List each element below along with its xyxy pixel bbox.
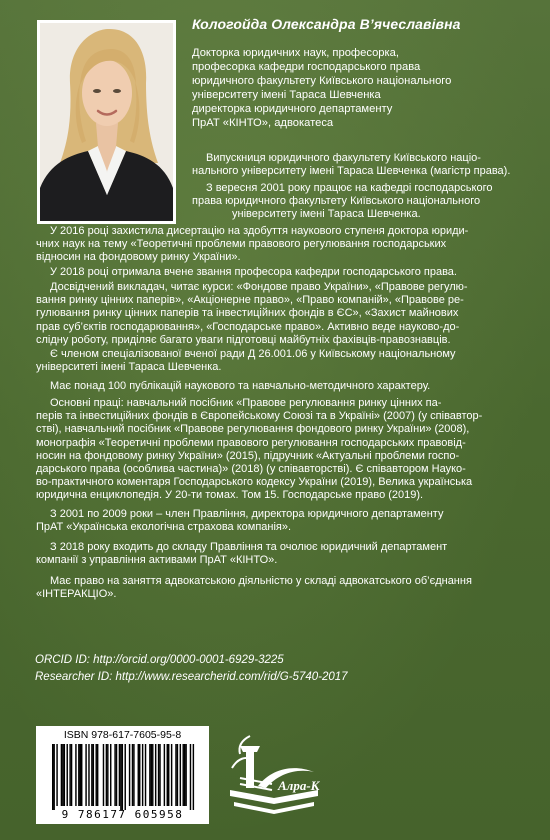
author-title-line: ПрАТ «КІНТО», адвокатеса [192,117,334,129]
bio-line: права юридичного факультету Київського національного [192,195,481,208]
bio-line: Має понад 100 публікацій наукового та навчально-методичного характеру. [50,380,431,392]
bio-line: У 2016 році захистила дисертацію на здобуття наукового ступеня доктора юриди- [50,225,469,237]
bio-line: Має право на заняття адвокатською діяльністю у складі адвокатського об’єднання [50,575,472,587]
bio-line: університету імені Тараса Шевченка. [232,208,421,221]
barcode-bar [168,744,169,806]
isbn-barcode [36,726,209,824]
barcode-bar [103,744,104,806]
barcode-bar [125,744,126,810]
bio-paragraph-works [36,397,526,503]
bio-line: Випускниця юридичного факультету Київського націо- [206,152,481,164]
bio-line: чних наук на тему «Теоретичні проблеми правового регулювання господарських [36,238,447,251]
bio-line: стві), навчальний посібник «Правове регулювання фондового ринку України» (2008), [36,423,470,436]
author-title-line: Докторка юридичних наук, професорка, [192,47,399,59]
barcode-bar [149,744,150,806]
barcode-bar [183,744,184,806]
barcode-bar [177,744,178,806]
bio-paragraph-courses [36,281,526,347]
bio-line: У 2018 році отримала вчене звання професора кафедри господарського права. [50,266,457,278]
bio-paragraph-board-2018 [36,541,526,567]
bio-line: гулювання ринку цінних паперів та інвестиційних фондів в ЄС», «Захист майнових [36,307,459,320]
bio-line: перів та інвестиційних фондів в Європейському Союзі та в Україні» (2007) (у співавтор- [36,410,483,423]
bio-paragraph-board-2001 [36,508,526,534]
barcode-bar [53,744,54,810]
barcode-bar [185,744,186,806]
barcode-bar [91,744,92,806]
barcode-bar [138,744,139,806]
barcode-bar [151,744,152,806]
barcode-bar [180,744,181,806]
barcode-bar [93,744,94,806]
bio-line: монографія «Теоретичні проблеми правового регулювання господарських правовід- [36,436,466,449]
bio-line: слідну роботу, приділяє багато уваги підготовці майбутніх фахівців-правознавців. [36,333,451,346]
barcode-bar [81,744,82,806]
isbn-label: ISBN 978-617-7605-95-8 [63,729,182,741]
barcode-bar [97,744,98,806]
barcode-bar [171,744,172,806]
barcode-digits: 9 786177 605958 [61,808,184,821]
author-title-line: директорка юридичного департаменту [192,103,393,115]
bio-line: нального університету імені Тараса Шевченка (магістр права). [192,165,511,178]
barcode-bar [155,744,156,806]
researcher-id: Researcher ID: http://www.researcherid.com/rid/G-5740-2017 [35,671,348,683]
barcode-bar [106,744,107,806]
author-photo [37,20,176,224]
barcode-bar [64,744,65,806]
author-title-line: університету імені Тараса Шевченка [192,89,381,101]
barcode-bar [120,744,121,810]
bio-line: університеті імені Тараса Шевченка. [36,361,222,374]
barcode-bar [52,744,53,810]
bio-line: З 2001 по 2009 роки – член Правління, директора юридичного департаменту [50,508,444,520]
author-title-line: професорка кафедри господарського права [192,61,421,73]
bio-paragraph-graduate [192,152,522,178]
barcode-bar [145,744,146,806]
barcode-bar [142,744,143,806]
barcode-bar [132,744,133,806]
bio-line: «ІНТЕРАКЦІО». [36,588,117,601]
barcode-bar [152,744,153,806]
barcode-bar [71,744,72,806]
bio-paragraph-council [36,348,526,374]
barcode-bar [114,744,115,806]
bio-paragraph-publications [36,380,526,393]
barcode-bar [56,744,57,806]
barcode-bar [164,744,165,806]
barcode-bar [190,744,191,810]
barcode-bar [119,744,120,806]
barcode-bar [107,744,108,806]
barcode-bar [67,744,68,806]
barcode-bar [122,744,123,810]
bio-line: Є членом спеціалізованої вченої ради Д 26.001.06 у Київському національному [50,348,456,360]
bio-line: Досвідчений викладач, читає курси: «Фондове право України», «Правове регулю- [50,281,468,293]
bio-line: З вересня 2001 року працює на кафедрі господарського [206,182,493,194]
bio-line: прав суб’єктів господарювання», «Господарське право». Активно веде науково-до- [36,320,460,333]
barcode-bar [175,744,176,806]
barcode-bar [78,744,79,806]
barcode-bar [116,744,117,806]
bio-line: носин на фондовому ринку України» (2015), підручник «Актуальні проблеми госпо- [36,449,460,462]
author-titles [192,46,522,130]
bio-paragraph-professor [36,266,526,279]
barcode-bar [159,744,160,806]
barcode-bar [167,744,168,806]
barcode-bar [85,744,86,806]
author-name: Кологойда Олександра В’ячеславівна [192,16,461,32]
bio-line: юридична енциклопедія. У 20-ти томах. Том 15. Господарське право (2019). [36,489,424,502]
author-title-line: юридичного факультету Київського національного [192,75,452,87]
barcode-bar [62,744,63,806]
bio-line: З 2018 року входить до складу Правління та очолює юридичний департамент [50,541,448,553]
bio-line: вання ринку цінних паперів», «Акціонерне право», «Право компаній», «Правове ре- [36,294,464,307]
barcode-bar [193,744,194,810]
bio-line: Основні праці: навчальний посібник «Правове регулювання ринку цінних па- [50,397,442,409]
bio-line: дарського права (особлива частина)» (2018) (у співавторстві). Є співавтором Науко- [36,463,466,476]
barcode-bar [96,744,97,806]
barcode-bar [75,744,76,806]
barcode-bar [69,744,70,806]
barcode-bar [133,744,134,806]
publisher-logo [222,728,332,823]
barcode-bar [88,744,89,806]
bio-line: во-практичного коментаря Господарського кодексу України (2019), Велика українська [36,476,473,489]
author-identifiers [35,652,348,686]
barcode-bar [61,744,62,806]
bio-line: ПрАТ «Українська екологічна страхова компанія». [36,521,292,534]
barcode-bar [110,744,111,806]
bio-paragraph-work [192,182,522,222]
barcode-bar [139,744,140,806]
bio-line: відносин на фондовому ринку України». [36,251,241,264]
barcode-bar [184,744,185,806]
barcode-bar [80,744,81,806]
bio-paragraph-advocacy [36,575,526,601]
barcode-bar [129,744,130,806]
bio-line: компанії з управління активами ПрАТ «КІНТО». [36,554,278,567]
orcid-id: ORCID ID: http://orcid.org/0000-0001-6929-3225 [35,654,284,666]
publisher-logo-text: Алра-К [278,778,320,793]
bio-paragraph-dissertation [36,225,526,265]
barcode-bar [158,744,159,806]
